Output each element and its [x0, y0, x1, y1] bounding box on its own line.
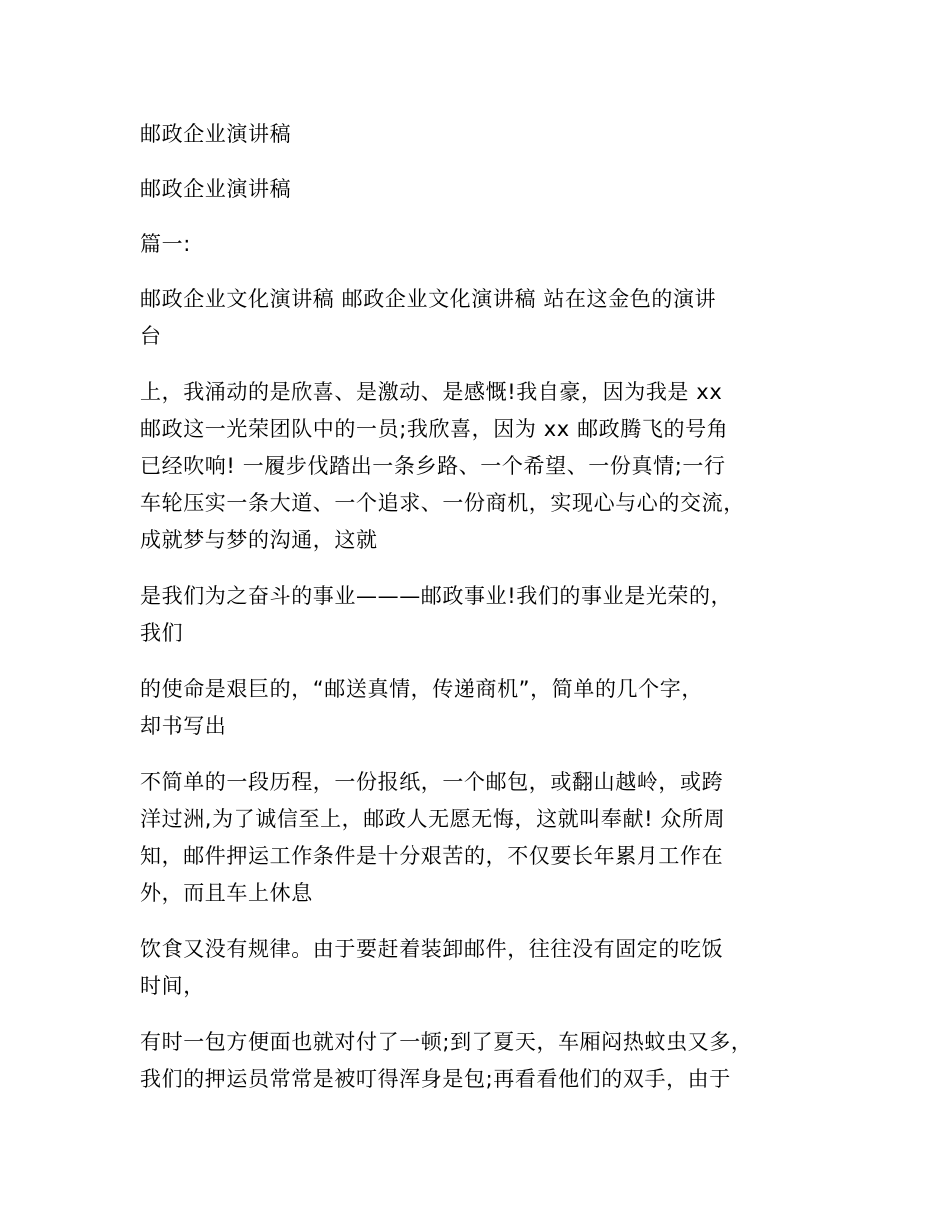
text-line: 邮政企业文化演讲稿 邮政企业文化演讲稿 站在这金色的演讲 — [140, 287, 717, 311]
text-line: 的使命是艰巨的，“邮送真情，传递商机”，简单的几个字， — [140, 677, 703, 701]
text-line: 我们的押运员常常是被叮得浑身是包;再看看他们的双手，由于 — [140, 1067, 731, 1091]
paragraph — [140, 281, 830, 355]
text-line: 是我们为之奋斗的事业———邮政事业!我们的事业是光荣的， — [140, 584, 733, 608]
text-line: 却书写出 — [140, 714, 227, 738]
paragraph — [140, 374, 830, 559]
text-line: 有时一包方便面也就对付了一顿;到了夏天，车厢闷热蚊虫又多， — [140, 1030, 753, 1054]
text-line: 邮政这一光荣团队中的一员;我欣喜，因为 xx 邮政腾飞的号角 — [140, 417, 729, 441]
doc-subtitle — [140, 171, 830, 208]
text-line: 时间， — [140, 974, 205, 998]
text-line: 上，我涌动的是欣喜、是激动、是感慨!我自豪，因为我是 xx — [140, 380, 723, 404]
paragraph — [140, 764, 830, 912]
text-line: 我们 — [140, 621, 184, 645]
paragraph — [140, 931, 830, 1005]
text-line: 知，邮件押运工作条件是十分艰苦的，不仅要长年累月工作在 — [140, 844, 724, 868]
text-line: 外，而且车上休息 — [140, 881, 313, 905]
paragraph — [140, 1024, 830, 1098]
doc-title — [140, 116, 830, 153]
text-line: 台 — [140, 324, 162, 348]
section-heading — [140, 226, 830, 263]
text-line: 已经吹响! 一履步伐踏出一条乡路、一个希望、一份真情;一行 — [140, 454, 726, 478]
paragraph — [140, 578, 830, 652]
text-line: 洋过洲,为了诚信至上，邮政人无愿无悔，这就叫奉献! 众所周 — [140, 807, 726, 831]
text-line: 饮食又没有规律。由于要赶着装卸邮件，往往没有固定的吃饭 — [140, 937, 724, 961]
text-line: 篇一: — [140, 232, 191, 256]
text-line: 车轮压实一条大道、一个追求、一份商机，实现心与心的交流， — [140, 491, 745, 515]
text-line: 成就梦与梦的沟通，这就 — [140, 528, 378, 552]
document-body — [140, 116, 830, 1098]
text-line: 邮政企业演讲稿 — [140, 122, 292, 146]
text-line: 不简单的一段历程，一份报纸，一个邮包，或翻山越岭，或跨 — [140, 770, 724, 794]
paragraph — [140, 671, 830, 745]
text-line: 邮政企业演讲稿 — [140, 177, 292, 201]
